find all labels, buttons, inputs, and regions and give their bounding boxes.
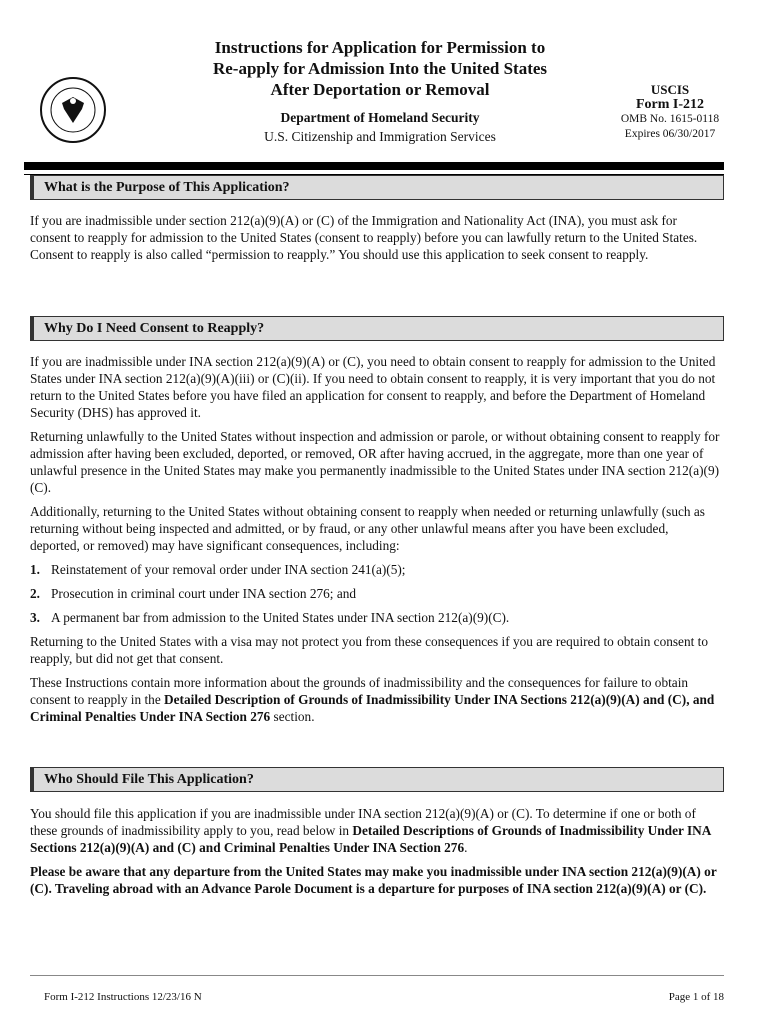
section-reference: Detailed Descriptions of Grounds of Inadmissibility Under INA Sections 212(a)(9)(A) and (C) and Criminal Penalties Under INA Section 276 xyxy=(30,823,711,855)
document-title xyxy=(180,37,580,100)
title-line: Instructions for Application for Permission to xyxy=(214,38,546,57)
paragraph: If you are inadmissible under INA section 212(a)(9)(A) or (C), you need to obtain consent to reapply for admission to the United States under INA section 212(a)(9)(A)(iii) or (C)(ii). If you need to obtain consent to reapply, it is very important that you do not return to the United States before you have filed an application for consent to reapply, and before the Department of Homeland Security (DHS) has approved it. xyxy=(30,354,716,420)
section-why xyxy=(30,353,720,732)
list-number: 3. xyxy=(30,610,40,625)
agency-block xyxy=(230,108,530,146)
footer-form-id: Form I-212 Instructions 12/23/16 N xyxy=(44,991,202,1003)
paragraph: If you are inadmissible under section 212(a)(9)(A) or (C) of the Immigration and Nationality Act (INA), you must ask for consent to reapply for admission to the United States (consent to reapply) before you can lawfully return to the United States. Consent to reapply is also called “permission to reapply.” You should use this application to seek consent to reapply. xyxy=(30,213,698,262)
header-divider xyxy=(24,162,724,170)
title-line: After Deportation or Removal xyxy=(270,80,490,99)
list-text: Prosecution in criminal court under INA section 276; and xyxy=(51,586,357,601)
paragraph: Returning unlawfully to the United States without inspection and admission or parole, or without obtaining consent to reapply for admission after having been excluded, deported, or removed, OR after having accrued, in the aggregate, more than one year of unlawful presence in the United States may make you permanently inadmissible to the United States under INA section 212(a)(9)(C). xyxy=(30,429,720,495)
omb-number: OMB No. 1615-0118 xyxy=(620,113,720,125)
section-heading-purpose: What is the Purpose of This Application? xyxy=(30,175,724,200)
paragraph: Additionally, returning to the United States without obtaining consent to reapply when needed or returning unlawfully (such as returning without being inspected and admitted, or by fraud, or any other unlawful means after you have been excluded, deported, or removed) may have significant consequences, including: xyxy=(30,504,705,553)
consequences-list xyxy=(30,561,720,626)
text: section. xyxy=(270,709,315,724)
text: These Instructions contain more information about the grounds of inadmissibility and the consequences for failure to obtain consent to reapply in the xyxy=(30,675,689,707)
footer-divider xyxy=(30,975,724,976)
department-name: Department of Homeland Security xyxy=(280,110,480,125)
form-info xyxy=(610,82,730,142)
form-number: Form I-212 xyxy=(635,97,705,112)
expiration-date: Expires 06/30/2017 xyxy=(624,128,716,140)
text: You should file this application if you are inadmissible under INA section 212(a)(9)(A) or (C). To determine if one or both of these grounds of inadmissibility apply to you, read below in xyxy=(30,806,696,838)
section-heading-why: Why Do I Need Consent to Reapply? xyxy=(30,316,724,341)
paragraph: Returning to the United States with a visa may not protect you from these consequences if you are required to obtain consent to reapply, but did not get that consent. xyxy=(30,634,708,666)
paragraph xyxy=(30,674,720,725)
list-item xyxy=(30,561,720,578)
paragraph xyxy=(30,805,720,856)
list-number: 1. xyxy=(30,562,40,577)
list-text: Reinstatement of your removal order under INA section 241(a)(5); xyxy=(51,562,406,577)
agency-name: U.S. Citizenship and Immigration Services xyxy=(264,129,496,144)
list-text: A permanent bar from admission to the United States under INA section 212(a)(9)(C). xyxy=(51,610,510,625)
list-number: 2. xyxy=(30,586,40,601)
page-number: Page 1 of 18 xyxy=(668,991,724,1003)
text: . xyxy=(464,840,468,855)
title-line: Re-apply for Admission Into the United States xyxy=(212,59,548,78)
agency-short: USCIS xyxy=(650,82,690,97)
list-item xyxy=(30,609,720,626)
section-heading-who: Who Should File This Application? xyxy=(30,767,724,792)
section-who xyxy=(30,805,720,904)
list-item xyxy=(30,585,720,602)
section-purpose xyxy=(30,212,720,270)
dhs-seal-logo xyxy=(40,77,106,143)
section-reference: Detailed Description of Grounds of Inadmissibility Under INA Sections 212(a)(9)(A) and (C), and Criminal Penalties Under INA Section 276 xyxy=(30,692,715,724)
warning-paragraph: Please be aware that any departure from the United States may make you inadmissible under INA section 212(a)(9)(A) or (C). Traveling abroad with an Advance Parole Document is a departure for purposes of INA section 212(a)(9)(A) or (C). xyxy=(30,864,717,896)
